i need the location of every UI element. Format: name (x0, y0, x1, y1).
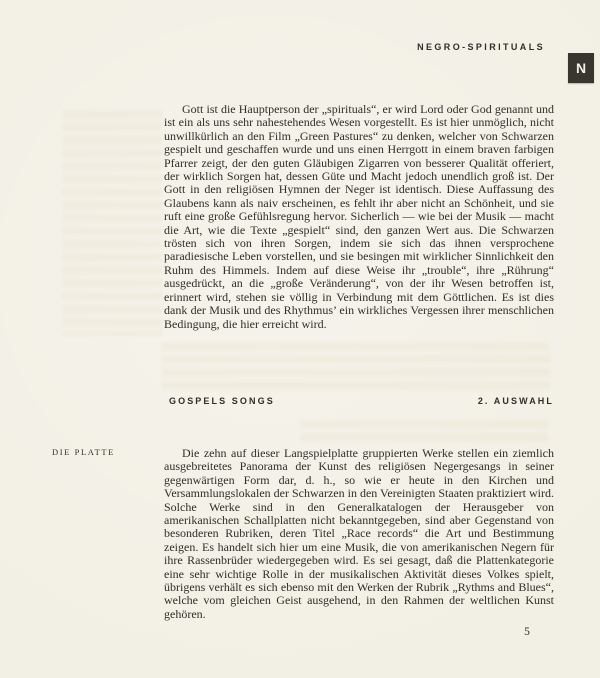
running-header: NEGRO-SPIRITUALS (417, 42, 545, 52)
margin-label-die-platte: DIE PLATTE (52, 447, 115, 457)
bleed-through-texture (162, 340, 550, 392)
section-heading-gospels-songs: GOSPELS SONGS (169, 396, 275, 406)
page-number: 5 (524, 626, 530, 638)
section-heading-row (164, 396, 554, 406)
chapter-tab-letter: N (575, 60, 587, 76)
paragraph-die-platte: Die zehn auf dieser Langspielplatte gruppierten Werke stellen ein ziemlich ausgebreitetes Panorama der Kunst des religiösen Negergesangs in seiner gegenwärtigen Form dar, d. h., so wie er heute in den Kirchen und Versammlungslokalen der Schwarzen in den Vereinigten Staaten praktiziert wird. Solche Werke sind in den Generalkatalogen der Herausgeber von amerikanischen Schallplatten nicht bekanntgegeben, sind aber Gegenstand von besonderen Rubriken, deren Titel „Race records“ die Art und Bestimmung zeigen. Es handelt sich hier um eine Musik, die von amerikanischen Negern für ihre Rassenbrüder wiedergegeben wird. Es sei gesagt, daß die Plattenkategorie eine sehr wichtige Rolle in der musikalischen Aktivität dieses Volkes spielt, übrigens verhält es sich ebenso mit den Werken der Rubrik „Rythms and Blues“, welche vom gleichen Geist ausgehend, in den Rahmen der weltlichen Kunst gehören. (164, 446, 554, 621)
bleed-through-texture (62, 108, 162, 336)
paragraph-gott: Gott ist die Hauptperson der „spirituals“, er wird Lord oder God genannt und ist ein als uns sehr nahestehendes Wesen vorgestellt. Es ist hier unmöglich, nicht unwillkürlich an den Film „Green Pastures“ zu denken, welcher von Schwarzen gespielt und geschaffen wurde und uns einen Herrgott in einem braven farbigen Pfarrer zeigt, der den guten Gläubigen Zigarren von besserer Qualität offeriert, der wirklich Sorgen hat, dessen Güte und Macht jedoch unendlich groß ist. Der Gott in den religiösen Hymnen der Neger ist identisch. Diese Auffassung des Glaubens kann als naiv erscheinen, es fehlt ihr aber nicht an Schönheit, und sie ruft eine große Gefühlsregung hervor. Sicherlich — wie bei der Musik — macht die Art, wie die Texte „gespielt“ sind, den ganzen Wert aus. Die Schwarzen trösten sich von ihren Sorgen, indem sie sich das ihnen versprochene paradiesische Leben vorstellen, und sie besingen mit wirklicher Sinnlichkeit den Ruhm des Himmels. Indem auf diese Weise ihr „trouble“, ihre „Rührung“ ausgedrückt, an die „große Veränderung“, von der ihr Wesen betroffen ist, erinnert wird, stehen sie völlig in Verbindung mit dem Göttlichen. Es ist dies dank der Musik und des Rhythmus’ ein wirkliches Vergessen ihrer menschlichen Bedingung, die hier erreicht wird. (164, 102, 554, 331)
section-heading-auswahl: 2. AUSWAHL (477, 396, 554, 406)
bleed-through-texture (300, 418, 548, 444)
chapter-tab (568, 53, 594, 83)
